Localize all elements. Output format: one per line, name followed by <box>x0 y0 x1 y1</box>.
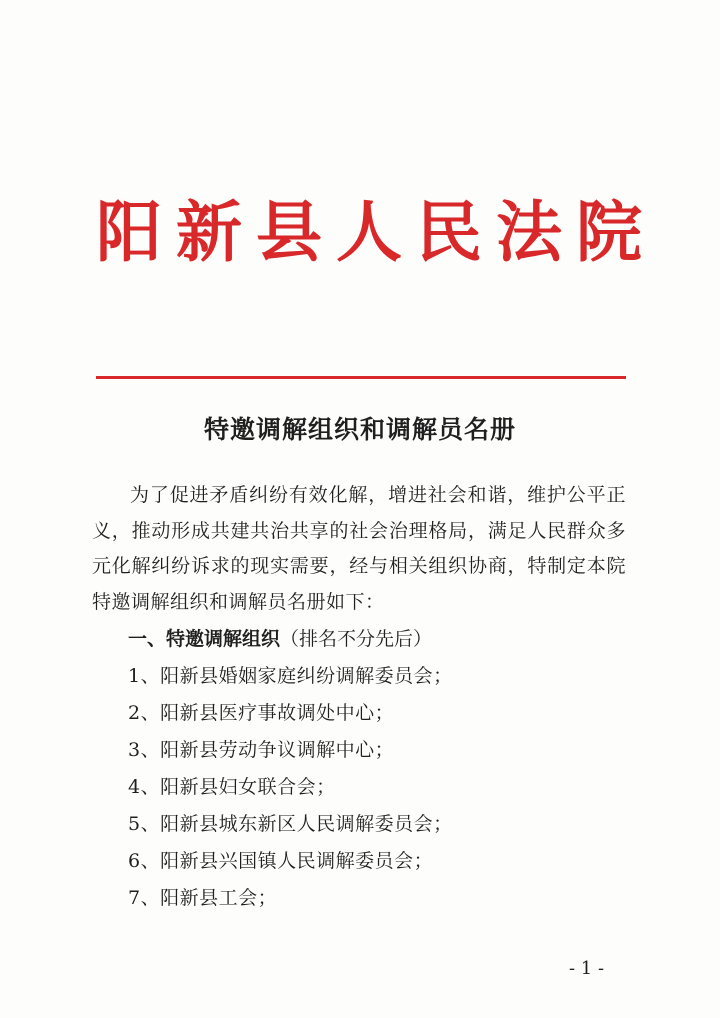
list-item: 2、阳新县医疗事故调处中心； <box>128 702 395 724</box>
section-heading <box>128 622 432 656</box>
intro-paragraph: 为了促进矛盾纠纷有效化解，增进社会和谐，维护公平正义，推动形成共建共治共享的社会治理格局，满足人民群众多元化解纠纷诉求的现实需要，经与相关组织协商，特制定本院特邀调解组织和调解员名册如下： <box>92 484 626 613</box>
document-title: 特邀调解组织和调解员名册 <box>203 415 516 444</box>
organization-list <box>128 659 453 918</box>
red-header-rule <box>96 376 626 379</box>
list-item: 7、阳新县工会； <box>128 887 278 909</box>
list-item: 3、阳新县劳动争议调解中心； <box>128 739 395 761</box>
list-item: 6、阳新县兴国镇人民调解委员会； <box>128 850 434 872</box>
list-item: 1、阳新县婚姻家庭纠纷调解委员会； <box>128 665 453 687</box>
page-number: - 1 - <box>569 958 605 979</box>
section-heading-note: （排名不分先后） <box>280 628 433 650</box>
court-name-masthead: 阳新县人民法院 <box>96 193 656 271</box>
list-item: 4、阳新县妇女联合会； <box>128 776 336 798</box>
section-heading-label: 一、特邀调解组织 <box>128 628 281 650</box>
list-item: 5、阳新县城东新区人民调解委员会； <box>128 813 453 835</box>
